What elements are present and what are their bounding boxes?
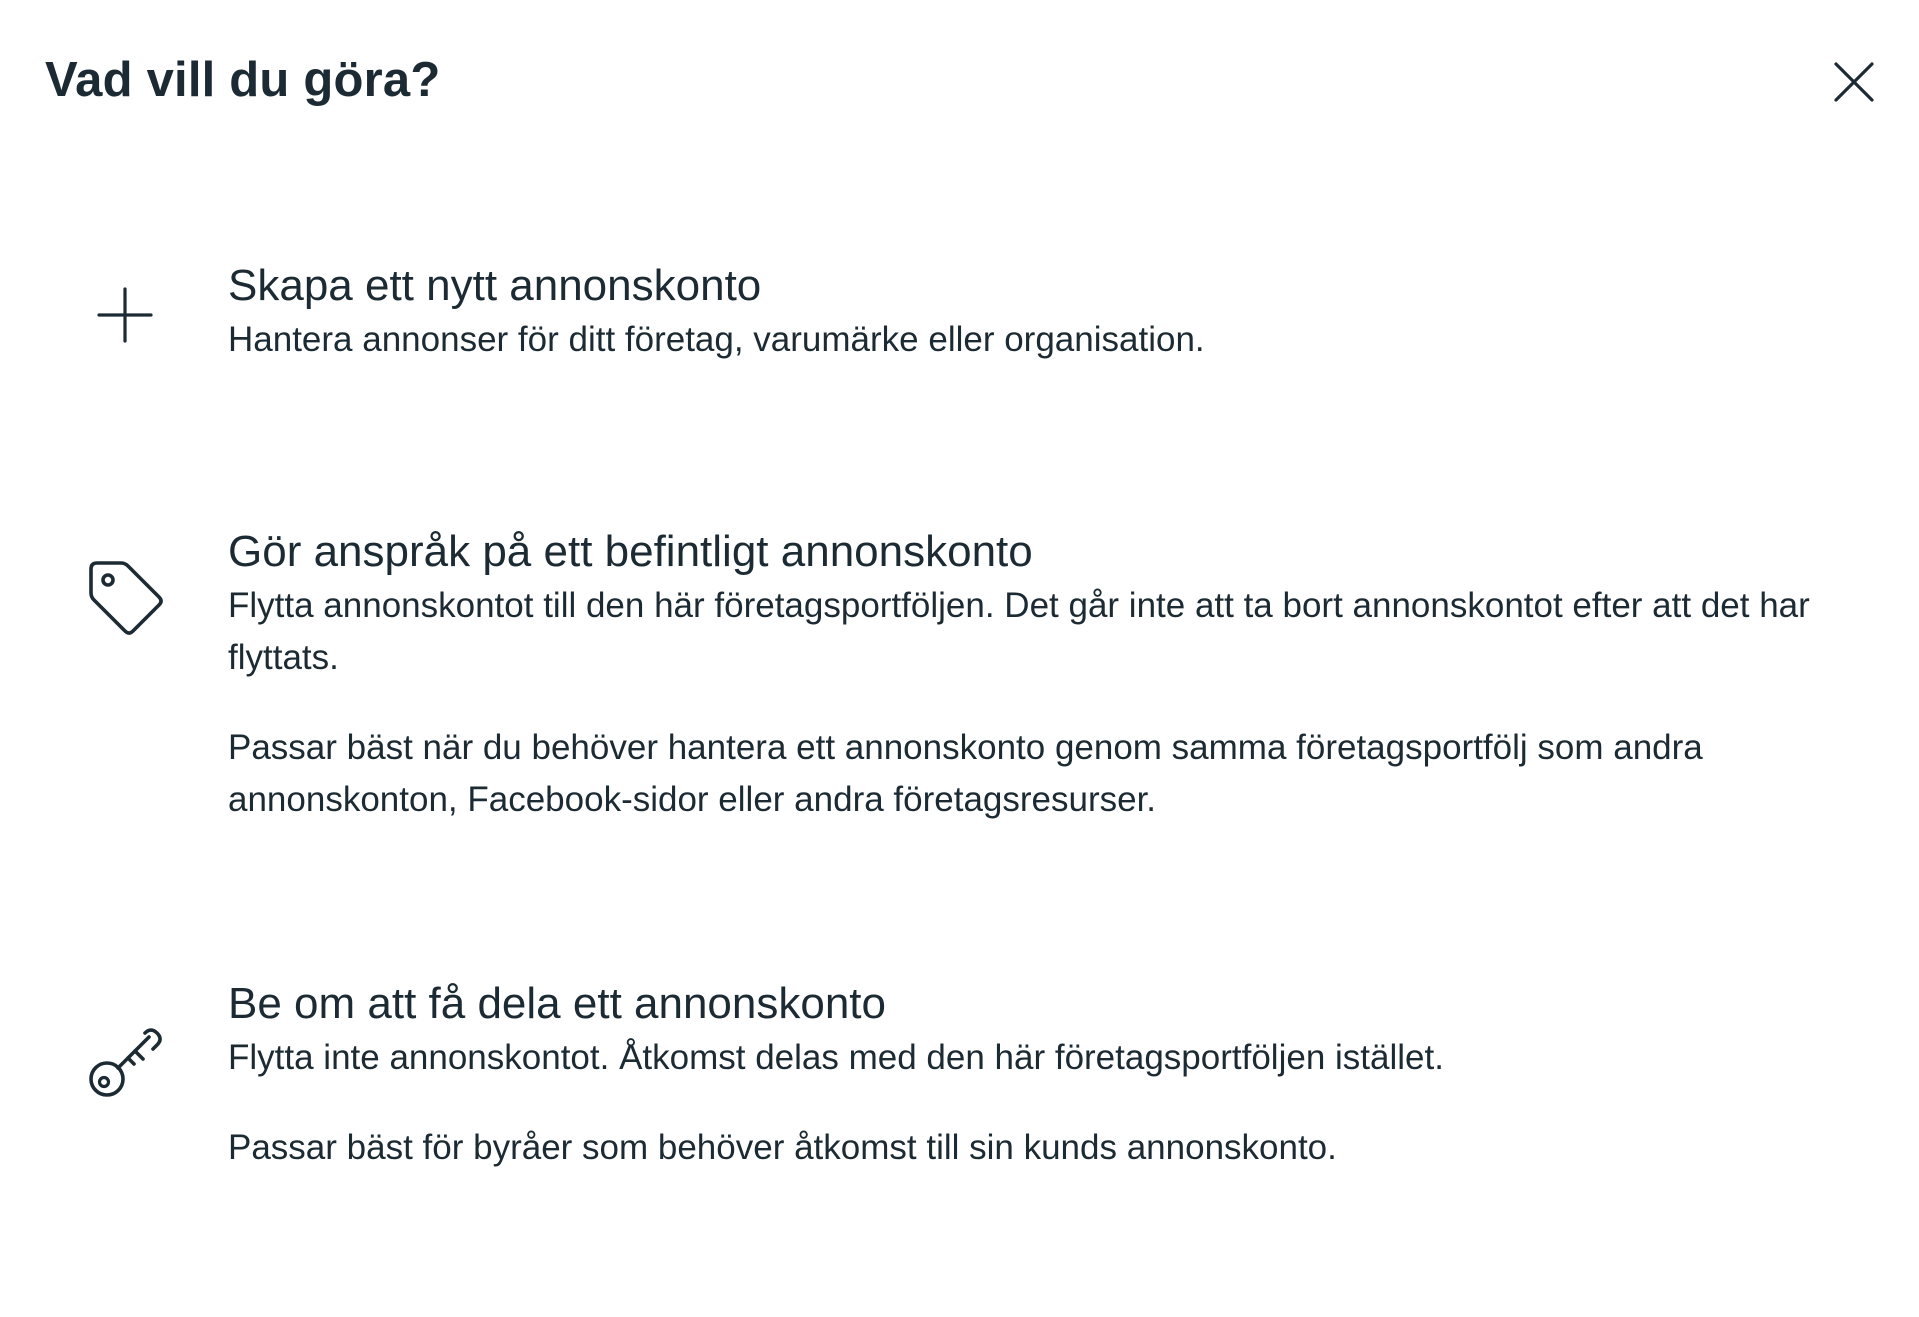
option-text bbox=[228, 258, 1868, 366]
option-note: Passar bäst när du behöver hantera ett annonskonto genom samma företagsportfölj som andra annonskonton, Facebook-sidor eller andra företagsresurser. bbox=[228, 728, 1703, 819]
option-description: Flytta inte annonskontot. Åtkomst delas med den här företagsportföljen istället. bbox=[228, 1038, 1444, 1077]
option-description: Hantera annonser för ditt företag, varumärke eller organisation. bbox=[228, 320, 1205, 359]
option-claim-ad-account[interactable] bbox=[0, 524, 1919, 824]
option-title: Skapa ett nytt annonskonto bbox=[228, 261, 762, 310]
option-title: Be om att få dela ett annonskonto bbox=[228, 979, 887, 1028]
option-note: Passar bäst för byråer som behöver åtkomst till sin kunds annonskonto. bbox=[228, 1128, 1337, 1167]
plus-icon bbox=[80, 270, 170, 360]
option-text bbox=[228, 524, 1868, 826]
option-title: Gör anspråk på ett befintligt annonskonto bbox=[228, 527, 1033, 576]
tag-icon bbox=[80, 552, 170, 642]
close-button[interactable] bbox=[1824, 52, 1884, 112]
option-share-ad-account[interactable] bbox=[0, 976, 1919, 1196]
option-text bbox=[228, 976, 1868, 1174]
dialog-title: Vad vill du göra? bbox=[45, 53, 441, 107]
close-icon bbox=[1833, 61, 1875, 103]
key-icon bbox=[80, 1016, 170, 1106]
option-create-ad-account[interactable] bbox=[0, 258, 1919, 378]
option-description: Flytta annonskontot till den här företagsportföljen. Det går inte att ta bort annonskontot efter att det har flyttats. bbox=[228, 586, 1810, 677]
